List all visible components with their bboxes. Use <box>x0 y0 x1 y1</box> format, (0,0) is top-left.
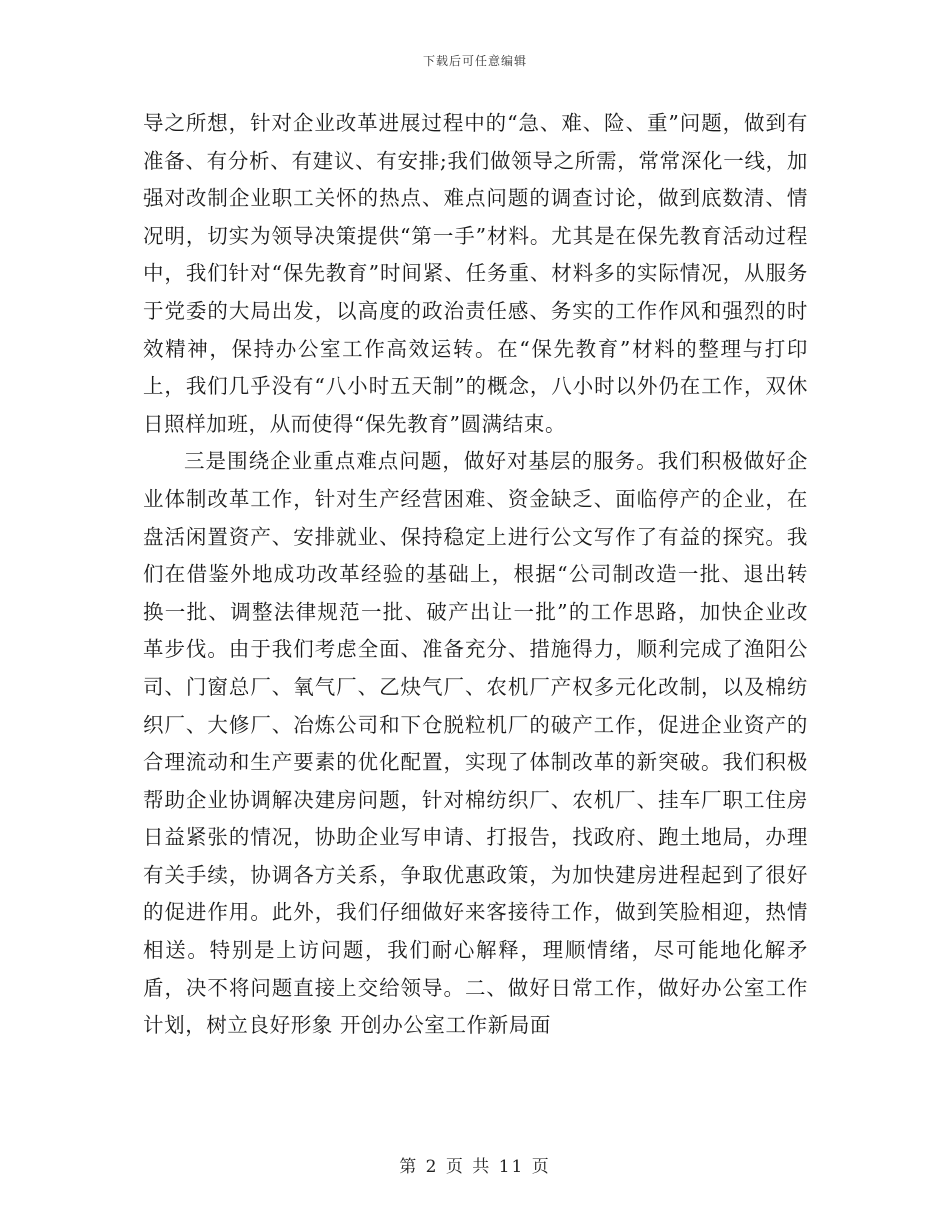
page-number: 第 2 页 共 11 页 <box>399 1157 551 1177</box>
paragraph-continuation: 导之所想，针对企业改革进展过程中的“急、难、险、重”问题，做到有准备、有分析、有建议、有安排;我们做领导之所需，常常深化一线，加强对改制企业职工关怀的热点、难点问题的调查讨论，做到底数清、情况明，切实为领导决策提供“第一手”材料。尤其是在保先教育活动过程中，我们针对“保先教育”时间紧、任务重、材料多的实际情况，从服务于党委的大局出发，以高度的政治责任感、务实的工作作风和强烈的时效精神，保持办公室工作高效运转。在“保先教育”材料的整理与打印上，我们几乎没有“八小时五天制”的概念，八小时以外仍在工作，双休日照样加班，从而使得“保先教育”圆满结束。 <box>143 111 808 436</box>
page-header: 下载后可任意编辑 <box>422 54 527 68</box>
document-body <box>143 105 808 1045</box>
paragraph-item-three: 三是围绕企业重点难点问题，做好对基层的服务。我们积极做好企业体制改革工作，针对生产经营困难、资金缺乏、面临停产的企业，在盘活闲置资产、安排就业、保持稳定上进行公文写作了有益的探究。我们在借鉴外地成功改革经验的基础上，根据“公司制改造一批、退出转换一批、调整法律规范一批、破产出让一批”的工作思路，加快企业改革步伐。由于我们考虑全面、准备充分、措施得力，顺利完成了渔阳公司、门窗总厂、氧气厂、乙炔气厂、农机厂产权多元化改制，以及棉纺织厂、大修厂、冶炼公司和下仓脱粒机厂的破产工作，促进企业资产的合理流动和生产要素的优化配置，实现了体制改革的新突破。我们积极帮助企业协调解决建房问题，针对棉纺织厂、农机厂、挂车厂职工住房日益紧张的情况，协助企业写申请、打报告，找政府、跑土地局，办理有关手续，协调各方关系，争取优惠政策，为加快建房进程起到了很好的促进作用。此外，我们仔细做好来客接待工作，做到笑脸相迎，热情相送。特别是上访问题，我们耐心解释，理顺情绪，尽可能地化解矛盾，决不将问题直接上交给领导。二、做好日常工作，做好办公室工作计划，树立良好形象 开创办公室工作新局面 <box>143 449 808 1038</box>
